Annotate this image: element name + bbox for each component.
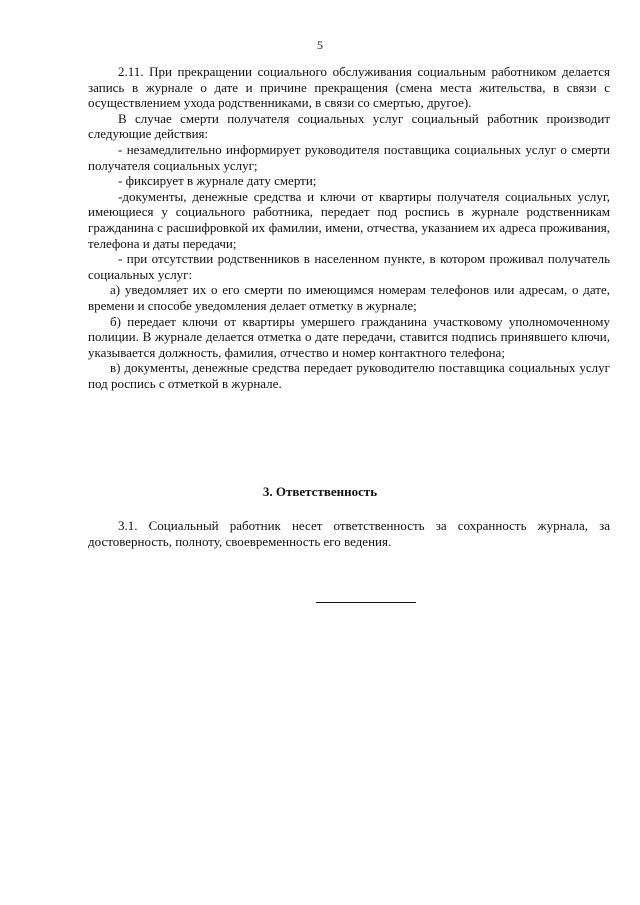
paragraph-item-b: б) передает ключи от квартиры умершего гражданина участковому уполномоченному полиции. В журнале делается отметка о дате передачи, ставится подпись принявшего ключи, указывается должность, фамилия, отчество и номер контактного телефона; [88, 313, 610, 360]
body-text [88, 64, 610, 391]
end-divider [316, 602, 416, 603]
paragraph-item-a: а) уведомляет их о его смерти по имеющимся номерам телефонов или адресам, о дате, времени и способе уведомления делает отметку в журнале; [88, 282, 610, 313]
paragraph-handover-documents: -документы, денежные средства и ключи от квартиры получателя социальных услуг, имеющиеся у социального работника, передает под роспись в журнале родственникам гражданина с расшифровкой их фамилии, имени, отчества, указанием их адреса проживания, телефона и даты передачи; [88, 188, 610, 251]
paragraph-no-relatives: - при отсутствии родственников в населенном пункте, в котором проживал получатель социальных услуг: [88, 251, 610, 282]
page-number: 5 [317, 38, 323, 52]
paragraph-3-1: 3.1. Социальный работник несет ответственность за сохранность журнала, за достоверность, полноту, своевременность его ведения. [88, 518, 610, 549]
section-title: 3. Ответственность [262, 484, 378, 499]
paragraph-2-11: 2.11. При прекращении социального обслуживания социальным работником делается запись в журнале о дате и причине прекращения (смена места жительства, в связи с осуществлением ухода родственниками, в связи со смертью, другое). [88, 64, 610, 111]
paragraph-record-date: - фиксирует в журнале дату смерти; [118, 173, 317, 189]
paragraph-inform-supplier: - незамедлительно информирует руководителя поставщика социальных услуг о смерти получателя социальных услуг; [88, 141, 610, 173]
paragraph-death-actions-intro: В случае смерти получателя социальных услуг социальный работник производит следующие действия: [88, 110, 610, 142]
paragraph-item-c: в) документы, денежные средства передает руководителю поставщика социальных услуг под роспись с отметкой в журнале. [88, 360, 610, 391]
section-body [88, 518, 610, 549]
